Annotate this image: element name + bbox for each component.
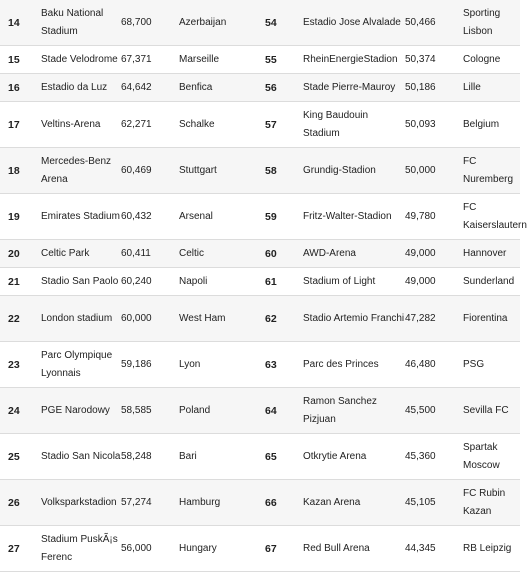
capacity-cell: 68,700 [121, 0, 171, 46]
team-cell-right: Fiorentina [455, 296, 520, 342]
rank-cell-right: 67 [261, 526, 303, 572]
stadium-name-cell: Stadio San Nicola [33, 434, 121, 480]
team-cell: Stuttgart [171, 148, 261, 194]
stadium-name-cell-right: Stade Pierre-Mauroy [303, 74, 405, 102]
capacity-cell-right: 50,000 [405, 148, 455, 194]
team-cell-right: Sevilla FC [455, 388, 520, 434]
table-row [0, 46, 520, 74]
stadium-name-cell: Celtic Park [33, 240, 121, 268]
rank-cell-right: 62 [261, 296, 303, 342]
table-row [0, 102, 520, 148]
capacity-cell: 58,585 [121, 388, 171, 434]
rank-cell-right: 61 [261, 268, 303, 296]
capacity-cell: 58,248 [121, 434, 171, 480]
stadium-name-cell: Veltins-Arena [33, 102, 121, 148]
team-cell: Napoli [171, 268, 261, 296]
stadium-name-cell-right: AWD-Arena [303, 240, 405, 268]
stadium-name-cell-right: Otkrytie Arena [303, 434, 405, 480]
rank-cell: 20 [0, 240, 33, 268]
stadium-name-cell-right: Stadium of Light [303, 268, 405, 296]
team-cell: Bari [171, 434, 261, 480]
team-cell-right: Cologne [455, 46, 520, 74]
stadium-name-cell-right: Red Bull Arena [303, 526, 405, 572]
capacity-cell-right: 50,186 [405, 74, 455, 102]
stadium-name-cell-right: Stadio Artemio Franchi [303, 296, 405, 342]
team-cell-right: RB Leipzig [455, 526, 520, 572]
rank-cell: 19 [0, 194, 33, 240]
table-row [0, 74, 520, 102]
rank-cell: 26 [0, 480, 33, 526]
table-row [0, 480, 520, 526]
rank-cell: 27 [0, 526, 33, 572]
rank-cell: 21 [0, 268, 33, 296]
rank-cell: 22 [0, 296, 33, 342]
capacity-cell-right: 50,093 [405, 102, 455, 148]
stadium-name-cell: Stade Velodrome [33, 46, 121, 74]
rank-cell: 18 [0, 148, 33, 194]
team-cell: Marseille [171, 46, 261, 74]
capacity-cell: 60,240 [121, 268, 171, 296]
rank-cell-right: 65 [261, 434, 303, 480]
rank-cell: 17 [0, 102, 33, 148]
rank-cell-right: 66 [261, 480, 303, 526]
stadium-name-cell-right: Grundig-Stadion [303, 148, 405, 194]
stadium-name-cell: Baku National Stadium [33, 0, 121, 46]
capacity-cell-right: 45,360 [405, 434, 455, 480]
team-cell-right: Hannover [455, 240, 520, 268]
stadium-name-cell: Stadio San Paolo [33, 268, 121, 296]
team-cell-right: Belgium [455, 102, 520, 148]
stadium-name-cell: PGE Narodowy [33, 388, 121, 434]
capacity-cell: 57,274 [121, 480, 171, 526]
rank-cell-right: 64 [261, 388, 303, 434]
rank-cell: 24 [0, 388, 33, 434]
team-cell-right: Spartak Moscow [455, 434, 520, 480]
stadium-name-cell: Parc Olympique Lyonnais [33, 342, 121, 388]
capacity-cell: 67,371 [121, 46, 171, 74]
table-row [0, 342, 520, 388]
team-cell: Arsenal [171, 194, 261, 240]
table-row [0, 526, 520, 572]
stadium-name-cell-right: RheinEnergieStadion [303, 46, 405, 74]
stadium-name-cell: Estadio da Luz [33, 74, 121, 102]
capacity-cell-right: 49,000 [405, 240, 455, 268]
capacity-cell: 60,469 [121, 148, 171, 194]
rank-cell-right: 60 [261, 240, 303, 268]
table-row [0, 240, 520, 268]
stadium-name-cell-right: Estadio Jose Alvalade [303, 0, 405, 46]
team-cell-right: Sporting Lisbon [455, 0, 520, 46]
team-cell-right: FC Kaiserslautern [455, 194, 520, 240]
capacity-cell-right: 49,780 [405, 194, 455, 240]
team-cell-right: FC Nuremberg [455, 148, 520, 194]
stadium-name-cell-right: Parc des Princes [303, 342, 405, 388]
capacity-cell: 62,271 [121, 102, 171, 148]
team-cell: Lyon [171, 342, 261, 388]
capacity-cell: 60,000 [121, 296, 171, 342]
team-cell: Benfica [171, 74, 261, 102]
rank-cell-right: 58 [261, 148, 303, 194]
stadium-name-cell-right: Ramon Sanchez Pizjuan [303, 388, 405, 434]
rank-cell: 16 [0, 74, 33, 102]
team-cell: Azerbaijan [171, 0, 261, 46]
team-cell-right: Lille [455, 74, 520, 102]
stadium-name-cell-right: King Baudouin Stadium [303, 102, 405, 148]
stadium-name-cell-right: Fritz-Walter-Stadion [303, 194, 405, 240]
table-row [0, 194, 520, 240]
rank-cell-right: 56 [261, 74, 303, 102]
stadium-name-cell: Mercedes-Benz Arena [33, 148, 121, 194]
team-cell: Schalke [171, 102, 261, 148]
team-cell-right: PSG [455, 342, 520, 388]
team-cell: West Ham [171, 296, 261, 342]
rank-cell: 25 [0, 434, 33, 480]
rank-cell: 15 [0, 46, 33, 74]
capacity-cell-right: 45,105 [405, 480, 455, 526]
stadium-name-cell-right: Kazan Arena [303, 480, 405, 526]
table-row [0, 268, 520, 296]
team-cell: Poland [171, 388, 261, 434]
table-row [0, 296, 520, 342]
rank-cell-right: 63 [261, 342, 303, 388]
rank-cell: 14 [0, 0, 33, 46]
rank-cell-right: 57 [261, 102, 303, 148]
stadium-name-cell: London stadium [33, 296, 121, 342]
rank-cell-right: 54 [261, 0, 303, 46]
capacity-cell: 60,432 [121, 194, 171, 240]
capacity-cell-right: 46,480 [405, 342, 455, 388]
table-row [0, 0, 520, 46]
capacity-cell: 60,411 [121, 240, 171, 268]
rank-cell-right: 55 [261, 46, 303, 74]
capacity-cell-right: 44,345 [405, 526, 455, 572]
table-row [0, 388, 520, 434]
capacity-cell-right: 47,282 [405, 296, 455, 342]
rank-cell-right: 59 [261, 194, 303, 240]
team-cell: Hungary [171, 526, 261, 572]
capacity-cell-right: 50,466 [405, 0, 455, 46]
table-row [0, 148, 520, 194]
rank-cell: 23 [0, 342, 33, 388]
team-cell-right: Sunderland [455, 268, 520, 296]
team-cell-right: FC Rubin Kazan [455, 480, 520, 526]
capacity-cell-right: 49,000 [405, 268, 455, 296]
capacity-cell: 59,186 [121, 342, 171, 388]
team-cell: Hamburg [171, 480, 261, 526]
capacity-cell: 56,000 [121, 526, 171, 572]
capacity-cell-right: 45,500 [405, 388, 455, 434]
table-row [0, 434, 520, 480]
stadium-name-cell: Volksparkstadion [33, 480, 121, 526]
capacity-cell-right: 50,374 [405, 46, 455, 74]
stadium-name-cell: Emirates Stadium [33, 194, 121, 240]
capacity-cell: 64,642 [121, 74, 171, 102]
team-cell: Celtic [171, 240, 261, 268]
stadium-name-cell: Stadium PuskÃ¡s Ferenc [33, 526, 121, 572]
